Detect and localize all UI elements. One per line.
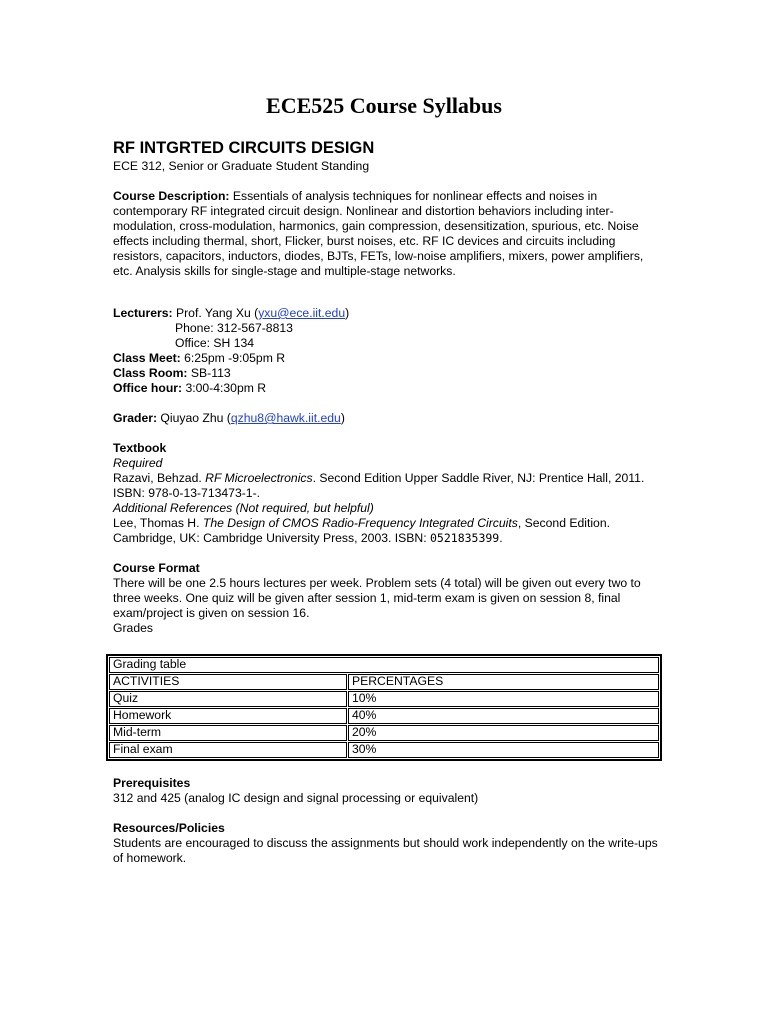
prerequisites-text: 312 and 425 (analog IC design and signal processing or equivalent)	[113, 791, 479, 805]
textbook-additional-title: The Design of CMOS Radio-Frequency Integrated Circuits	[202, 516, 518, 530]
course-description	[113, 189, 658, 279]
activity-cell: Mid-term	[109, 725, 347, 741]
lecturer-label: Lecturers:	[113, 306, 173, 320]
lecturer-email-link[interactable]: yxu@ece.iit.edu	[258, 306, 346, 320]
class-meet-value: 6:25pm -9:05pm R	[180, 351, 286, 365]
textbook-additional-label: Additional References (Not required, but helpful)	[113, 501, 374, 515]
grading-table	[106, 654, 662, 761]
textbook-additional	[113, 516, 658, 546]
prerequisites-heading: Prerequisites	[113, 776, 191, 790]
textbook-additional-author: Lee, Thomas H.	[113, 516, 203, 530]
activity-cell: Quiz	[109, 691, 347, 707]
grading-table-header-percentages: PERCENTAGES	[348, 674, 659, 690]
page-title: ECE525 Course Syllabus	[266, 93, 502, 118]
grading-table-header-activities: ACTIVITIES	[109, 674, 347, 690]
course-name: RF INTGRTED CIRCUITS DESIGN	[113, 139, 375, 157]
lecturer-name: Prof. Yang Xu (	[172, 306, 259, 320]
course-subtitle: ECE 312, Senior or Graduate Student Standing	[113, 159, 370, 173]
office-hour-label: Office hour:	[113, 381, 183, 395]
grader-close: )	[340, 411, 345, 425]
percentage-cell: 20%	[348, 725, 659, 741]
percentage-cell: 10%	[348, 691, 659, 707]
table-row	[109, 725, 659, 741]
grader-line	[113, 411, 658, 426]
activity-cell: Final exam	[109, 742, 347, 758]
table-row	[109, 708, 659, 724]
class-meet-label: Class Meet:	[113, 351, 181, 365]
textbook-required-details: . Second Edition Upper Saddle River, NJ: Prentice Hall, 2011. ISBN: 978-0-13-713473-1-.	[113, 471, 645, 500]
grading-table-caption-row	[109, 657, 659, 673]
grader-name: Qiuyao Zhu (	[157, 411, 231, 425]
grader-label: Grader:	[113, 411, 158, 425]
class-room-label: Class Room:	[113, 366, 188, 380]
course-description-label: Course Description:	[113, 189, 230, 203]
lecturer-phone: Phone: 312-567-8813	[175, 321, 293, 335]
textbook-additional-isbn: 0521835399	[430, 531, 500, 545]
syllabus-body	[113, 136, 658, 866]
grading-table-header-row	[109, 674, 659, 690]
course-format-heading: Course Format	[113, 561, 200, 575]
table-row	[109, 742, 659, 758]
policies-heading: Resources/Policies	[113, 821, 225, 835]
grading-table-caption: Grading table	[109, 657, 659, 673]
textbook-required	[113, 471, 658, 501]
course-description-text: Essentials of analysis techniques for nonlinear effects and noises in contemporary RF integrated circuit design. Nonlinear and distortion behaviors including inter-modulation, cross-modulation, harmonics, gain compression, desensitization, spurious, etc. Noise effects including thermal, short, Flicker, burst noises, etc. RF IC devices and circuits including resistors, capacitors, inductors, diodes, BJTs, FETs, low-noise amplifiers, mixers, power amplifiers, etc. Analysis skills for single-stage and multiple-stage networks.	[113, 189, 644, 278]
grader-email-link[interactable]: qzhu8@hawk.iit.edu	[230, 411, 341, 425]
textbook-required-author: Razavi, Behzad.	[113, 471, 206, 485]
textbook-required-label: Required	[113, 456, 163, 470]
office-hour	[113, 381, 658, 396]
class-meet	[113, 351, 658, 366]
percentage-cell: 30%	[348, 742, 659, 758]
percentage-cell: 40%	[348, 708, 659, 724]
grades-label: Grades	[113, 621, 153, 635]
lecturer-line	[113, 306, 658, 321]
lecturer-office: Office: SH 134	[175, 336, 255, 350]
textbook-required-title: RF Microelectronics	[205, 471, 313, 485]
textbook-additional-end: .	[499, 531, 503, 545]
textbook-additional-details: , Second Edition. Cambridge, UK: Cambridge University Press, 2003. ISBN:	[113, 516, 611, 545]
class-room-value: SB-113	[187, 366, 231, 380]
table-row	[109, 691, 659, 707]
class-room	[113, 366, 658, 381]
activity-cell: Homework	[109, 708, 347, 724]
course-format-text: There will be one 2.5 hours lectures per week. Problem sets (4 total) will be given out every two to three weeks. One quiz will be given after session 1, mid-term exam is given on session 8, final exam/project is given on session 16.	[113, 576, 641, 620]
lecturer-close: )	[345, 306, 350, 320]
textbook-heading: Textbook	[113, 441, 167, 455]
policies-text: Students are encouraged to discuss the assignments but should work independently on the write-ups of homework.	[113, 836, 658, 865]
office-hour-value: 3:00-4:30pm R	[182, 381, 267, 395]
